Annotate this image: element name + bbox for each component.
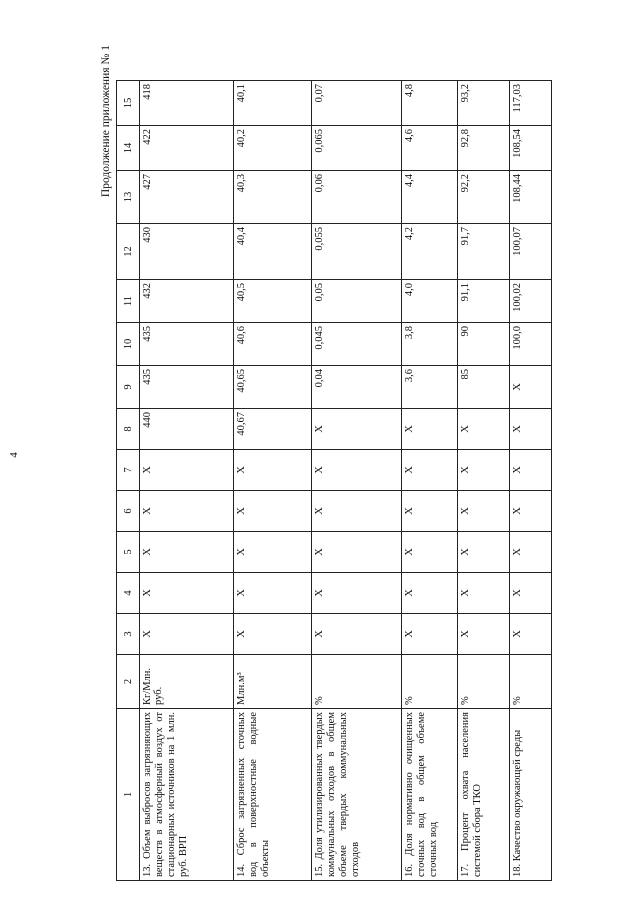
- value-cell: X: [140, 573, 234, 614]
- value-cell: X: [312, 573, 402, 614]
- value-cell: 0,045: [312, 323, 402, 366]
- value-cell: X: [234, 450, 312, 491]
- appendix-title: Продолжение приложения № 1: [100, 45, 112, 198]
- header-cell: 15: [117, 81, 140, 126]
- value-cell: 40,65: [234, 366, 312, 409]
- value-cell: X: [140, 491, 234, 532]
- value-cell: 422: [140, 126, 234, 171]
- header-cell: 4: [117, 573, 140, 614]
- value-cell: 40,3: [234, 171, 312, 224]
- value-cell: X: [458, 573, 510, 614]
- unit-cell: Млн.м³: [234, 655, 312, 709]
- value-cell: 100,07: [510, 224, 552, 280]
- value-cell: 117,03: [510, 81, 552, 126]
- indicator-name: 18. Качество окружающей среды: [510, 709, 552, 881]
- value-cell: X: [510, 450, 552, 491]
- header-cell: 9: [117, 366, 140, 409]
- header-cell: 13: [117, 171, 140, 224]
- value-cell: 40,67: [234, 409, 312, 450]
- value-cell: 40,4: [234, 224, 312, 280]
- header-cell: 10: [117, 323, 140, 366]
- value-cell: X: [458, 409, 510, 450]
- header-cell: 14: [117, 126, 140, 171]
- header-cell: 7: [117, 450, 140, 491]
- value-cell: X: [510, 409, 552, 450]
- header-cell: 1: [117, 709, 140, 881]
- indicator-name: 16. Доля нормативно очищенных сточных вод в общем объеме сточных вод: [402, 709, 458, 881]
- value-cell: X: [510, 366, 552, 409]
- indicators-table: [116, 80, 552, 881]
- value-cell: X: [458, 491, 510, 532]
- table-row: [140, 81, 234, 881]
- value-cell: X: [234, 573, 312, 614]
- header-cell: 6: [117, 491, 140, 532]
- value-cell: 4,0: [402, 280, 458, 323]
- header-cell: 8: [117, 409, 140, 450]
- value-cell: 100,02: [510, 280, 552, 323]
- table-row: [458, 81, 510, 881]
- value-cell: X: [510, 491, 552, 532]
- value-cell: X: [510, 614, 552, 655]
- value-cell: 92,2: [458, 171, 510, 224]
- table-row: [312, 81, 402, 881]
- value-cell: 432: [140, 280, 234, 323]
- value-cell: X: [402, 491, 458, 532]
- value-cell: X: [312, 614, 402, 655]
- value-cell: 435: [140, 323, 234, 366]
- value-cell: X: [234, 491, 312, 532]
- value-cell: 4,8: [402, 81, 458, 126]
- value-cell: X: [458, 450, 510, 491]
- unit-cell: %: [402, 655, 458, 709]
- header-cell: 11: [117, 280, 140, 323]
- value-cell: X: [402, 614, 458, 655]
- value-cell: X: [312, 450, 402, 491]
- table-row: [402, 81, 458, 881]
- value-cell: 435: [140, 366, 234, 409]
- table-row: [234, 81, 312, 881]
- value-cell: 0,04: [312, 366, 402, 409]
- value-cell: 0,07: [312, 81, 402, 126]
- header-cell: 2: [117, 655, 140, 709]
- value-cell: 3,6: [402, 366, 458, 409]
- value-cell: 100,0: [510, 323, 552, 366]
- value-cell: X: [234, 532, 312, 573]
- unit-cell: %: [510, 655, 552, 709]
- value-cell: X: [312, 409, 402, 450]
- value-cell: 0,06: [312, 171, 402, 224]
- header-row: [117, 81, 140, 881]
- value-cell: 91,1: [458, 280, 510, 323]
- value-cell: X: [402, 532, 458, 573]
- value-cell: 40,6: [234, 323, 312, 366]
- page-number: 4: [8, 452, 20, 458]
- unit-cell: %: [458, 655, 510, 709]
- value-cell: 40,1: [234, 81, 312, 126]
- value-cell: X: [458, 614, 510, 655]
- value-cell: 3,8: [402, 323, 458, 366]
- table-row: [510, 81, 552, 881]
- value-cell: 40,2: [234, 126, 312, 171]
- value-cell: 108,44: [510, 171, 552, 224]
- value-cell: X: [458, 532, 510, 573]
- value-cell: 91,7: [458, 224, 510, 280]
- value-cell: 40,5: [234, 280, 312, 323]
- value-cell: 440: [140, 409, 234, 450]
- value-cell: X: [234, 614, 312, 655]
- value-cell: X: [312, 491, 402, 532]
- value-cell: X: [402, 409, 458, 450]
- value-cell: 90: [458, 323, 510, 366]
- indicator-name: 13. Объем выбросов загрязняющих веществ в атмосферный воздух от стационарных источников на 1 млн. руб. ВРП: [140, 709, 234, 881]
- value-cell: 430: [140, 224, 234, 280]
- value-cell: 108,54: [510, 126, 552, 171]
- value-cell: X: [140, 532, 234, 573]
- header-cell: 12: [117, 224, 140, 280]
- value-cell: 418: [140, 81, 234, 126]
- value-cell: X: [312, 532, 402, 573]
- indicator-name: 15. Доля утилизированных твердых коммунальных отходов в общем объеме твердых коммунальных отходов: [312, 709, 402, 881]
- value-cell: 92,8: [458, 126, 510, 171]
- value-cell: X: [510, 532, 552, 573]
- value-cell: 4,2: [402, 224, 458, 280]
- value-cell: 0,05: [312, 280, 402, 323]
- header-cell: 3: [117, 614, 140, 655]
- value-cell: X: [402, 573, 458, 614]
- value-cell: 85: [458, 366, 510, 409]
- value-cell: 427: [140, 171, 234, 224]
- indicator-name: 17. Процент охвата населения системой сбора ТКО: [458, 709, 510, 881]
- value-cell: 0,055: [312, 224, 402, 280]
- value-cell: X: [402, 450, 458, 491]
- unit-cell: Кг/Млн. руб.: [140, 655, 234, 709]
- indicator-name: 14. Сброс загрязненных сточных вод в поверхностные водные объекты: [234, 709, 312, 881]
- value-cell: X: [140, 450, 234, 491]
- value-cell: X: [140, 614, 234, 655]
- value-cell: 0,065: [312, 126, 402, 171]
- value-cell: 4,6: [402, 126, 458, 171]
- header-cell: 5: [117, 532, 140, 573]
- unit-cell: %: [312, 655, 402, 709]
- value-cell: X: [510, 573, 552, 614]
- value-cell: 93,2: [458, 81, 510, 126]
- value-cell: 4,4: [402, 171, 458, 224]
